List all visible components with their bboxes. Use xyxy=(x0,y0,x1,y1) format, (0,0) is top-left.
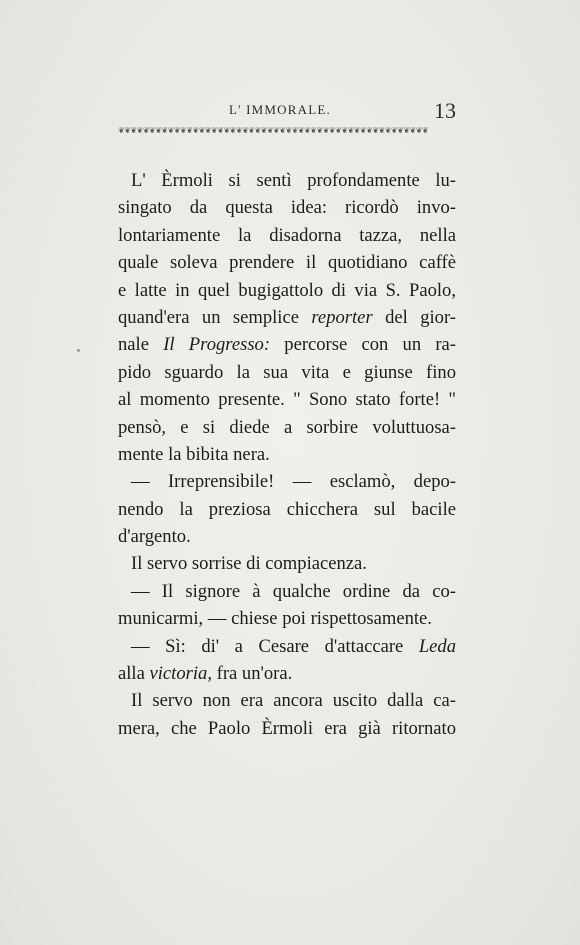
text-line: municarmi, — chiese poi rispettosamente. xyxy=(118,608,432,630)
text-line: — Irreprensibile! — esclamò, depo- xyxy=(131,471,456,493)
text-line: Il servo non era ancora uscito dalla ca- xyxy=(131,690,456,712)
text-line: pensò, e si diede a sorbire voluttuosa- xyxy=(118,416,456,438)
page-number: 13 xyxy=(434,98,456,123)
text-line: L' Èrmoli si sentì profondamente lu- xyxy=(131,170,456,191)
text-line: d'argento. xyxy=(118,526,191,548)
ornamental-rule: ❦❦❦❦❦❦❦❦❦❦❦❦❦❦❦❦❦❦❦❦❦❦❦❦❦❦❦❦❦❦❦❦❦❦❦❦❦❦❦❦❦❦❦❦❦❦❦❦❦❦ xyxy=(118,126,429,135)
italic-term: victoria, xyxy=(149,663,212,685)
text-line: Il servo sorrise di compiacenza. xyxy=(131,553,367,575)
text-fragment: nale xyxy=(118,334,164,356)
text-line xyxy=(118,660,456,687)
text-line: mera, che Paolo Èrmoli era già ritornato xyxy=(118,717,456,739)
text-line: lontariamente la disadorna tazza, nella xyxy=(118,224,456,246)
text-line xyxy=(118,331,456,358)
text-line: pido sguardo la sua vita e giunse fino xyxy=(118,361,456,383)
text-fragment: quand'era un semplice xyxy=(118,306,312,328)
text-line xyxy=(118,304,456,331)
text-line: singato da questa idea: ricordò invo- xyxy=(118,197,456,219)
text-fragment: fra un'ora. xyxy=(211,663,293,685)
text-line: e latte in quel bugigattolo di via S. Paolo, xyxy=(118,279,456,301)
text-fragment: — Sì: di' a Cesare d'attaccare xyxy=(131,635,419,657)
margin-speck xyxy=(77,349,80,352)
text-line: al momento presente. " Sono stato forte! " xyxy=(118,389,456,411)
text-fragment: percorse con un ra- xyxy=(270,334,456,356)
text-line: mente la bibita nera. xyxy=(118,443,270,465)
text-fragment: del gior- xyxy=(372,306,456,328)
running-head xyxy=(118,98,456,126)
text-line xyxy=(118,633,456,660)
text-line: — Il signore à qualche ordine da co- xyxy=(131,580,456,602)
italic-title: Il Progresso: xyxy=(163,334,271,356)
italic-term: reporter xyxy=(311,306,373,328)
text-fragment: alla xyxy=(118,663,150,685)
running-title: L' IMMORALE. xyxy=(229,102,331,117)
text-line: quale soleva prendere il quotidiano caffè xyxy=(118,252,456,274)
italic-name: Leda xyxy=(418,635,456,657)
text-line: nendo la preziosa chicchera sul bacile xyxy=(118,498,456,520)
body-text xyxy=(118,167,456,742)
